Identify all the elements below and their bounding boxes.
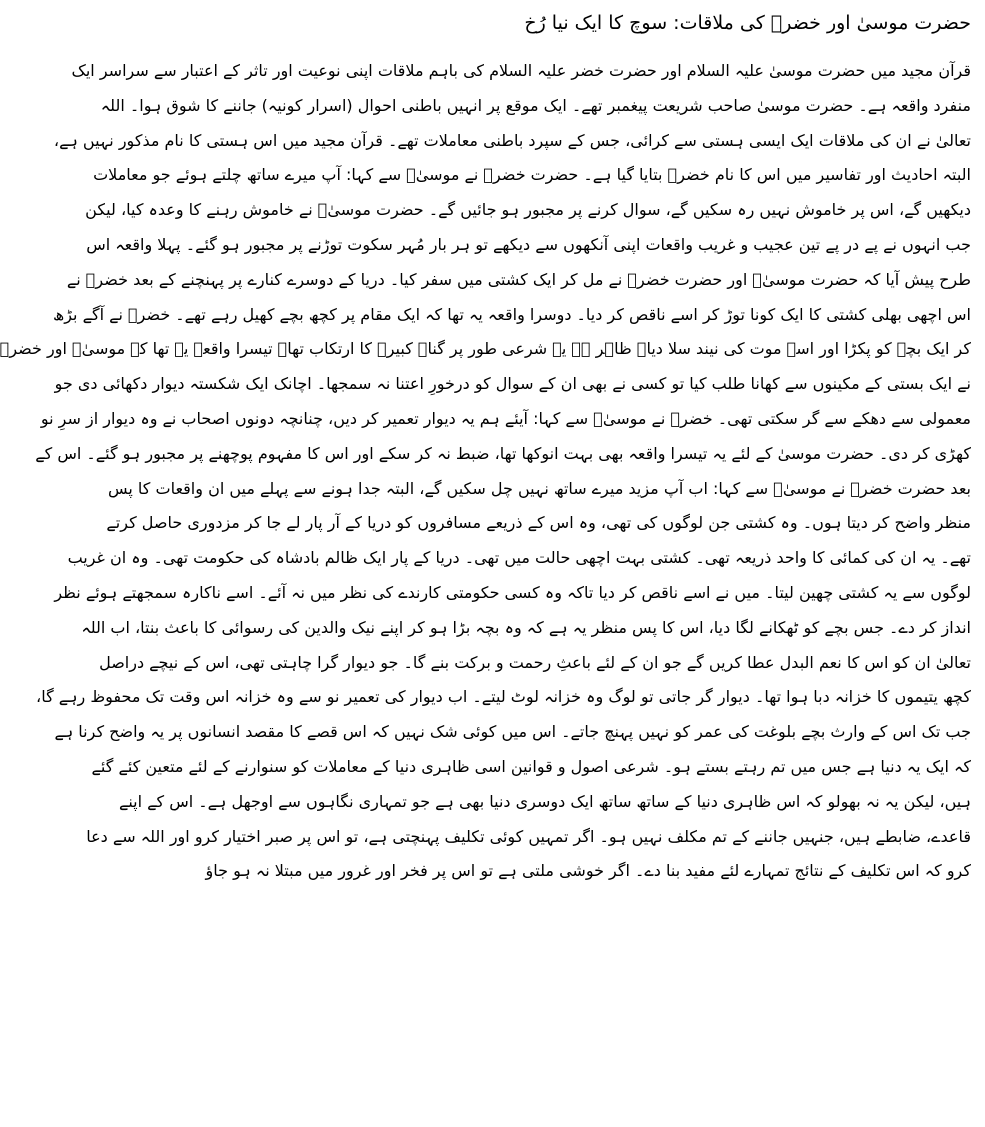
text-line: البتہ احادیث اور تفاسیر میں اس کا نام خضرؑ بتایا گیا ہے۔ حضرت خضرؑ نے موسیٰؑ سے کہا: آپ میرے ساتھ چلتے ہوئے جو معاملات	[93, 165, 971, 185]
text-line: بعد حضرت خضرؑ نے موسیٰؑ سے کہا: اب آپ مزید میرے ساتھ نہیں چل سکیں گے، البتہ جدا ہونے سے پہلے میں ان واقعات کا پس	[107, 478, 971, 498]
text-line: منظر واضح کر دیتا ہوں۔ وہ کشتی جن لوگوں کی تھی، وہ اس کے ذریعے مسافروں کو دریا کے آر پار لے جا کر مزدوری حاصل کرتے	[106, 513, 971, 533]
text-line: لوگوں سے یہ کشتی چھین لیتا۔ میں نے اسے ناقص کر دیا تاکہ وہ کسی حکومتی کارندے کی نظر میں نہ آئے۔ اسے ناکارہ سمجھتے ہوئے نظر	[54, 582, 971, 602]
text-line: کچھ یتیموں کا خزانہ دبا ہوا تھا۔ دیوار گر جاتی تو لوگ وہ خزانہ لوٹ لیتے۔ اب دیوار کی تعمیر نو سے وہ خزانہ اس وقت تک محفوظ رہے گا،	[36, 687, 971, 707]
text-line: طرح پیش آیا کہ حضرت موسیٰؑ اور حضرت خضرؑ نے مل کر ایک کشتی میں سفر کیا۔ دریا کے دوسرے کنارے پر پہنچنے کے بعد خضرؑ نے	[66, 269, 971, 289]
text-line: تعالیٰ ان کو اس کا نعم البدل عطا کریں گے جو ان کے لئے باعثِ رحمت و برکت بنے گا۔ جو دیوار گرا چاہتی تھی، اس کے نیچے دراصل	[99, 652, 971, 672]
text-line: نے ایک بستی کے مکینوں سے کھانا طلب کیا تو کسی نے بھی ان کے سوال کو درخورِ اعتنا نہ سمجھا۔ اچانک ایک شکستہ دیوار دکھائی دی جو	[54, 374, 971, 394]
text-line: کرو کہ اس تکلیف کے نتائج تمہارے لئے مفید بنا دے۔ اگر خوشی ملتی ہے تو اس پر فخر اور غرور میں مبتلا نہ ہو جاؤ	[205, 861, 971, 881]
text-line: اس اچھی بھلی کشتی کا ایک کونا توڑ کر اسے ناقص کر دیا۔ دوسرا واقعہ یہ تھا کہ ایک مقام پر کچھ بچے کھیل رہے تھے۔ خضرؑ نے آگے بڑھ	[53, 304, 971, 324]
text-line: جب انہوں نے پے در پے تین عجیب و غریب واقعات اپنی آنکھوں سے دیکھے تو ہر بار مُہر سکوت توڑنے پر مجبور ہو گئے۔ پہلا واقعہ اس	[86, 234, 971, 254]
article-title: حضرت موسیٰ اور خضرؑ کی ملاقات: سوچ کا ایک نیا رُخ	[524, 12, 971, 34]
text-line: کر ایک بچے کو پکڑا اور اسے موت کی نیند سلا دیا۔ ظاہر ہے یہ شرعی طور پر گناہ کبیرہ کا ارتکاب تھا۔ تیسرا واقعہ یہ تھا کہ موسیٰؑ اور خضرؑ	[0, 339, 971, 359]
text-line: قرآن مجید میں حضرت موسیٰ علیہ السلام اور حضرت خضر علیہ السلام کی باہم ملاقات اپنی نوعیت اور تاثر کے اعتبار سے سراسر ایک	[71, 61, 971, 80]
text-line: انداز کر دے۔ جس بچے کو ٹھکانے لگا دیا، اس کا پس منظر یہ ہے کہ وہ بچہ بڑا ہو کر اپنے نیک والدین کی رسوائی کا باعث بنتا، اب اللہ	[81, 617, 971, 637]
text-line: دیکھیں گے، اس پر خاموش نہیں رہ سکیں گے، سوال کرنے پر مجبور ہو جائیں گے۔ حضرت موسیٰؑ نے خاموش رہنے کا وعدہ کیا، لیکن	[85, 200, 971, 220]
text-line: قاعدے، ضابطے ہیں، جنہیں جاننے کے تم مکلف نہیں ہو۔ اگر تمہیں کوئی تکلیف پہنچتی ہے، تو اس پر صبر اختیار کرو اور اللہ سے دعا	[86, 826, 971, 846]
text-line: تھے۔ یہ ان کی کمائی کا واحد ذریعہ تھی۔ کشتی بہت اچھی حالت میں تھی۔ دریا کے پار ایک ظالم بادشاہ کی حکومت تھی۔ وہ ان غریب	[67, 548, 971, 568]
text-line: جب تک اس کے وارث بچے بلوغت کی عمر کو نہیں پہنچ جاتے۔ اس میں کوئی شک نہیں کہ اس قصے کا مقصد انسانوں پر یہ واضح کرنا ہے	[54, 722, 971, 742]
article-body	[0, 54, 971, 889]
text-line: ہیں، لیکن یہ نہ بھولو کہ اس ظاہری دنیا کے ساتھ ساتھ ایک دوسری دنیا بھی ہے جو تمہاری نگاہوں سے اوجھل ہے۔ اس کے اپنے	[118, 791, 971, 811]
text-line: تعالیٰ نے ان کی ملاقات ایک ایسی ہستی سے کرائی، جس کے سپرد باطنی معاملات تھے۔ قرآن مجید میں اس ہستی کا نام مذکور نہیں ہے،	[53, 130, 971, 150]
text-line: منفرد واقعہ ہے۔ حضرت موسیٰ صاحب شریعت پیغمبر تھے۔ ایک موقع پر انہیں باطنی احوال (اسرار کونیہ) جاننے کا شوق ہوا۔ اللہ	[100, 95, 971, 115]
text-line: کھڑی کر دی۔ حضرت موسیٰ کے لئے یہ تیسرا واقعہ بھی بہت انوکھا تھا، ضبط نہ کر سکے اور اس کا مفہوم پوچھنے پر مجبور ہو گئے۔ اس کے	[35, 443, 971, 463]
text-line: معمولی سے دھکے سے گر سکتی تھی۔ خضرؑ نے موسیٰؑ سے کہا: آیئے ہم یہ دیوار تعمیر کر دیں، چنانچہ دونوں اصحاب نے وہ دیوار از سرِ نو	[40, 408, 971, 428]
text-line: کہ ایک یہ دنیا ہے جس میں تم رہتے بستے ہو۔ شرعی اصول و قوانین اسی ظاہری دنیا کے معاملات کو سنوارنے کے لئے متعین کئے گئے	[91, 756, 971, 776]
